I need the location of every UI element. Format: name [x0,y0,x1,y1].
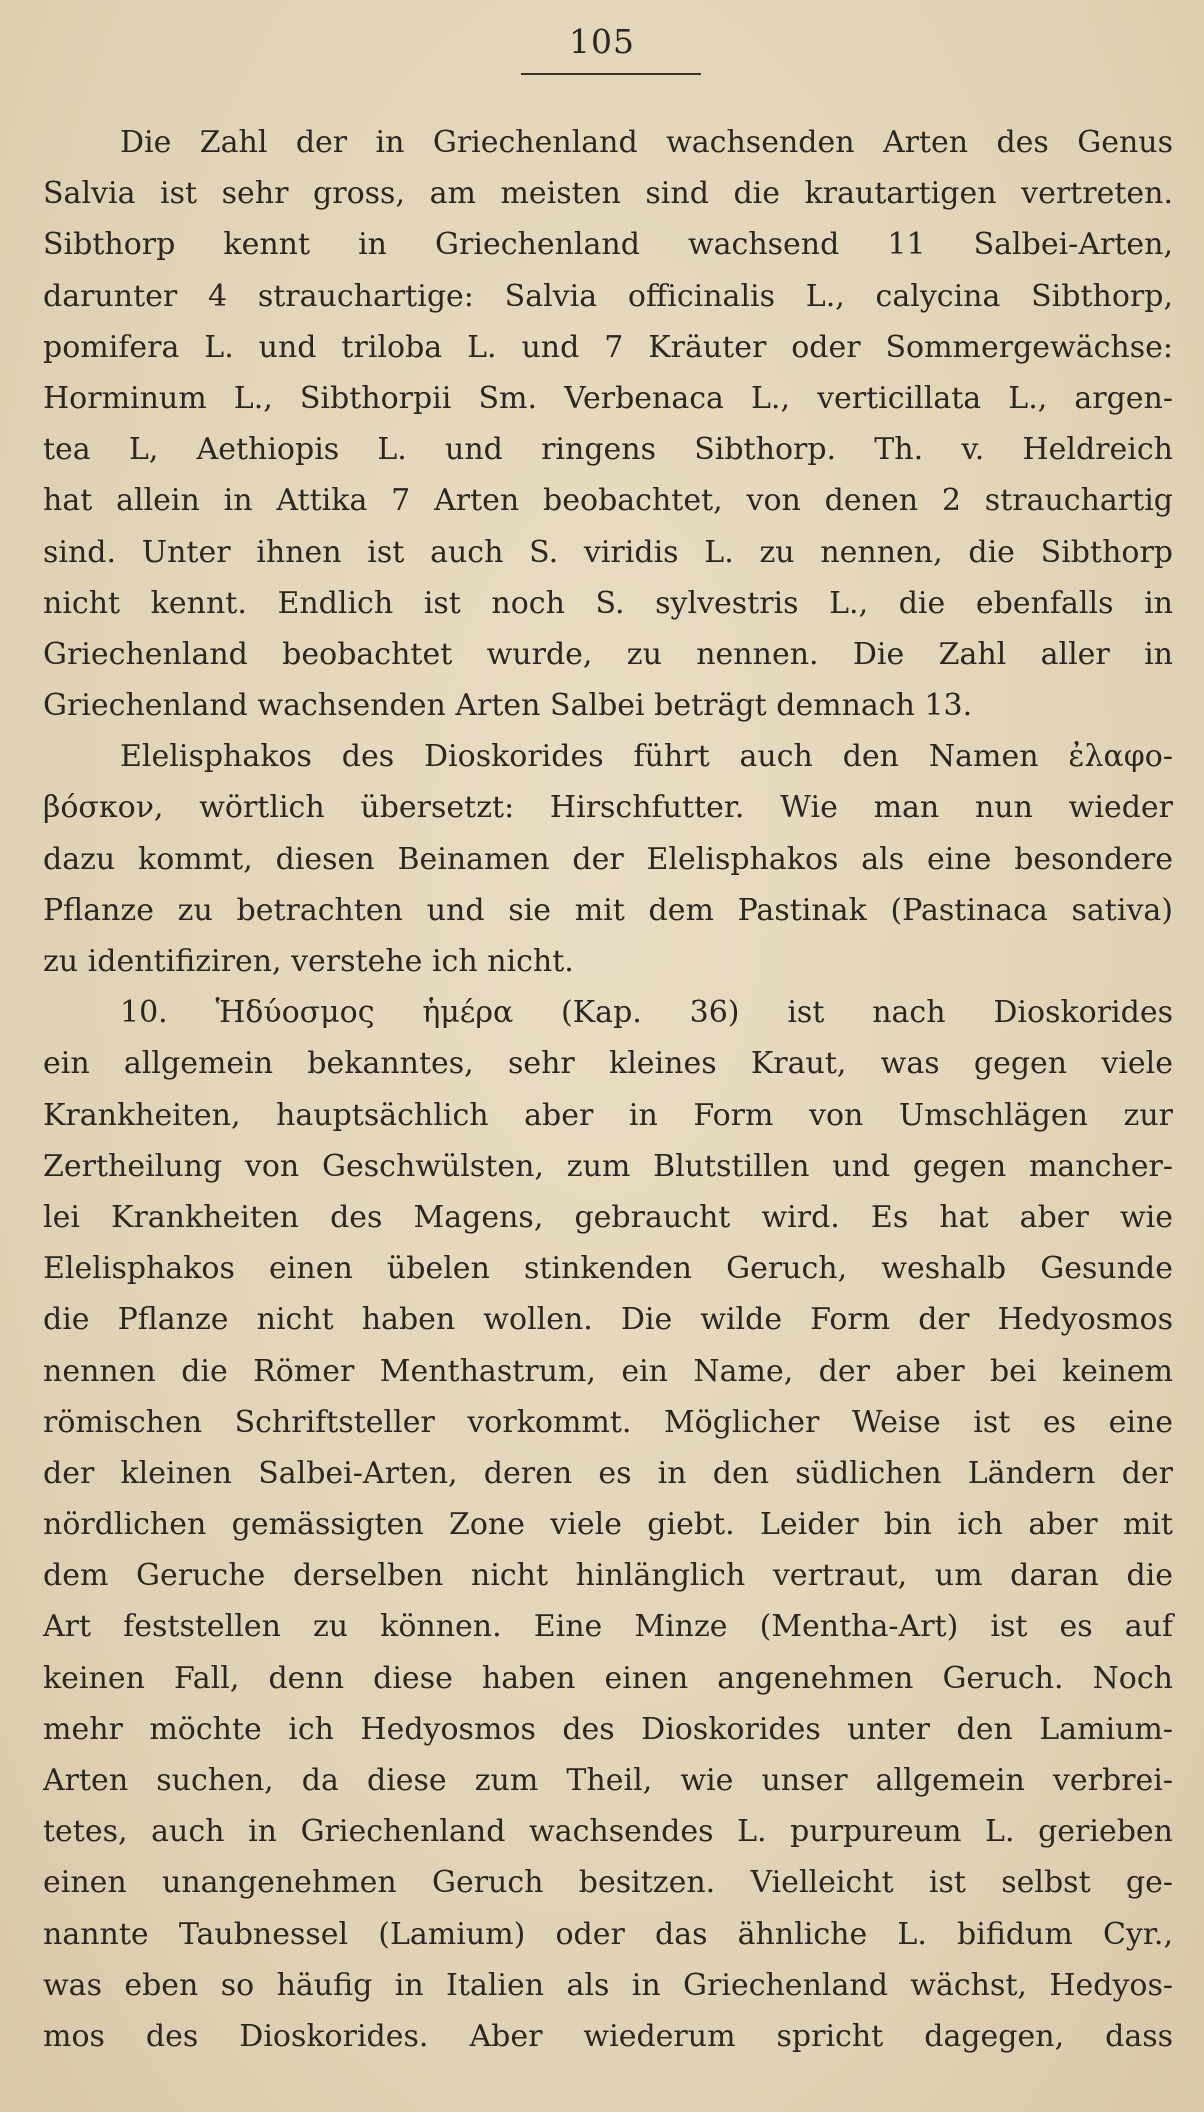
text-line: lei Krankheiten des Magens, gebraucht wird. Es hat aber wie [43,1199,1173,1235]
text-line: Die Zahl der in Griechenland wachsenden Arten des Genus [120,125,1173,160]
text-line: nannte Taubnessel (Lamium) oder das ähnliche L. bifidum Cyr., [43,1916,1173,1952]
text-line: dazu kommt, diesen Beinamen der Elelisphakos als eine besondere [43,841,1173,877]
text-line: die Pflanze nicht haben wollen. Die wilde Form der Hedyosmos [43,1302,1173,1338]
text-line: was eben so häufig in Italien als in Griechenland wächst, Hedyos- [43,1967,1173,2003]
text-line: nicht kennt. Endlich ist noch S. sylvestris L., die ebenfalls in [43,585,1173,621]
text-line: Griechenland wachsenden Arten Salbei beträgt demnach 13. [43,688,973,724]
text-line: Zertheilung von Geschwülsten, zum Blutstillen und gegen mancher- [43,1148,1173,1184]
text-line: nördlichen gemässigten Zone viele giebt. Leider bin ich aber mit [43,1507,1173,1543]
text-line: tetes, auch in Griechenland wachsendes L. purpureum L. gerieben [43,1814,1173,1850]
text-line: pomifera L. und triloba L. und 7 Kräuter oder Sommergewächse: [43,329,1173,365]
text-line: römischen Schriftsteller vorkommt. Möglicher Weise ist es eine [43,1404,1173,1440]
text-line: βόσκον, wörtlich übersetzt: Hirschfutter. Wie man nun wieder [43,790,1173,826]
text-line: keinen Fall, denn diese haben einen angenehmen Geruch. Noch [43,1660,1173,1696]
text-line: Pflanze zu betrachten und sie mit dem Pastinak (Pastinaca sativa) [43,892,1173,928]
page-number-rule [521,73,701,75]
text-line: Salvia ist sehr gross, am meisten sind die krautartigen vertreten. [43,176,1173,212]
page-number: 105 [569,22,635,61]
text-line: Elelisphakos einen übelen stinkenden Geruch, weshalb Gesunde [43,1251,1173,1287]
body-text [43,117,1173,2062]
text-line: darunter 4 strauchartige: Salvia officinalis L., calycina Sibthorp, [43,278,1173,314]
text-line: nennen die Römer Menthastrum, ein Name, der aber bei keinem [43,1353,1173,1389]
text-line: der kleinen Salbei-Arten, deren es in den südlichen Ländern der [43,1455,1173,1491]
text-line: dem Geruche derselben nicht hinlänglich vertraut, um daran die [43,1558,1173,1594]
text-line: ein allgemein bekanntes, sehr kleines Kraut, was gegen viele [43,1046,1173,1082]
text-line: Arten suchen, da diese zum Theil, wie unser allgemein verbrei- [43,1763,1173,1798]
text-line: mos des Dioskorides. Aber wiederum spricht dagegen, dass [43,2018,1173,2054]
text-line: Horminum L., Sibthorpii Sm. Verbenaca L., verticillata L., argen- [43,380,1173,416]
text-line: tea L, Aethiopis L. und ringens Sibthorp. Th. v. Heldreich [43,432,1173,468]
text-line: hat allein in Attika 7 Arten beobachtet, von denen 2 strauchartig [43,483,1173,519]
text-line: einen unangenehmen Geruch besitzen. Vielleicht ist selbst ge- [43,1865,1173,1901]
text-line: Sibthorp kennt in Griechenland wachsend 11 Salbei-Arten, [43,227,1173,263]
text-line: Krankheiten, hauptsächlich aber in Form von Umschlägen zur [43,1097,1173,1133]
text-line: zu identifiziren, verstehe ich nicht. [43,944,574,979]
text-line: Elelisphakos des Dioskorides führt auch den Namen ἐλαφο- [120,739,1173,775]
text-line: sind. Unter ihnen ist auch S. viridis L. zu nennen, die Sibthorp [43,534,1173,570]
text-line: Griechenland beobachtet wurde, zu nennen. Die Zahl aller in [43,636,1173,672]
text-line: Art feststellen zu können. Eine Minze (Mentha-Art) ist es auf [43,1609,1173,1645]
text-line: 10. Ἡδύοσμος ἡμέρα (Kap. 36) ist nach Dioskorides [120,995,1173,1031]
text-line: mehr möchte ich Hedyosmos des Dioskorides unter den Lamium- [43,1711,1173,1747]
